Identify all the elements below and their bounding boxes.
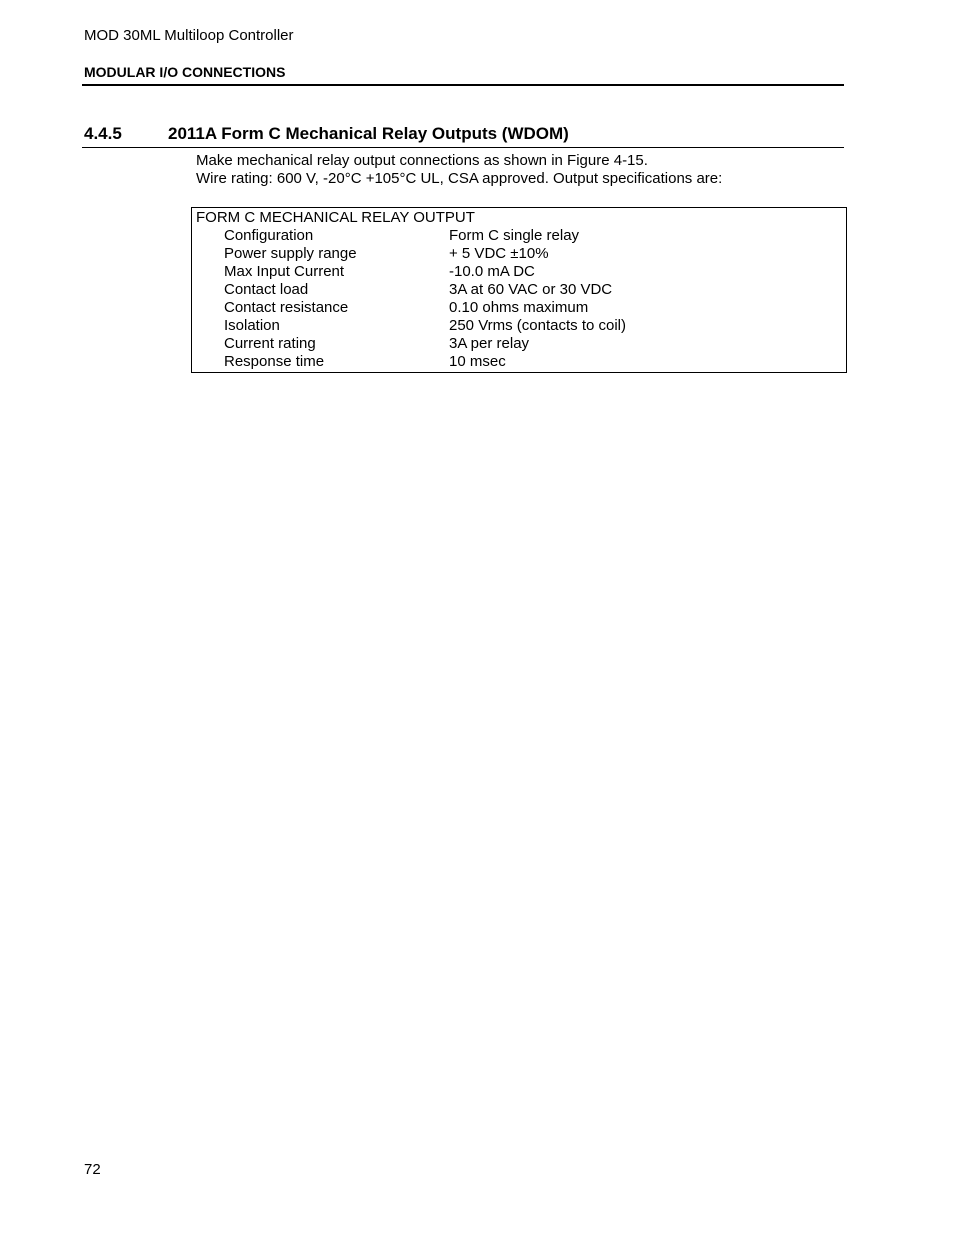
section-header: MODULAR I/O CONNECTIONS [84, 64, 286, 80]
spec-row-configuration [192, 227, 846, 245]
body-text-line-1: Make mechanical relay output connections as shown in Figure 4-15. [196, 152, 648, 169]
spec-label: Max Input Current [224, 263, 345, 280]
spec-label: Contact load [224, 281, 309, 298]
spec-row-current-rating [192, 335, 846, 353]
header-divider [82, 84, 844, 86]
section-heading [84, 123, 569, 145]
spec-row-contact-load [192, 281, 846, 299]
body-text-line-2: Wire rating: 600 V, -20°C +105°C UL, CSA approved. Output specifications are: [196, 170, 723, 187]
spec-label: Current rating [224, 335, 316, 352]
spec-label: Configuration [224, 227, 314, 244]
spec-value: 250 Vrms (contacts to coil) [449, 317, 627, 334]
spec-value: + 5 VDC ±10% [449, 245, 549, 262]
spec-value: 10 msec [449, 353, 506, 370]
spec-row-isolation [192, 317, 846, 335]
spec-row-max-input-current [192, 263, 846, 281]
heading-divider [82, 147, 844, 148]
spec-value: 3A per relay [449, 335, 530, 352]
spec-row-contact-resistance [192, 299, 846, 317]
heading-title: 2011A Form C Mechanical Relay Outputs (WDOM) [168, 124, 569, 143]
spec-table [191, 207, 847, 373]
spec-value: -10.0 mA DC [449, 263, 535, 280]
spec-row-response-time [192, 353, 846, 371]
spec-label: Isolation [224, 317, 280, 334]
document-title: MOD 30ML Multiloop Controller [84, 27, 294, 44]
spec-label: Response time [224, 353, 325, 370]
heading-number: 4.4.5 [84, 124, 122, 143]
spec-label: Power supply range [224, 245, 357, 262]
spec-value: 0.10 ohms maximum [449, 299, 589, 316]
spec-row-power-supply-range [192, 245, 846, 263]
spec-table-title: FORM C MECHANICAL RELAY OUTPUT [196, 209, 475, 226]
spec-value: 3A at 60 VAC or 30 VDC [449, 281, 613, 298]
page-number: 72 [84, 1161, 101, 1178]
spec-value: Form C single relay [449, 227, 580, 244]
spec-label: Contact resistance [224, 299, 349, 316]
